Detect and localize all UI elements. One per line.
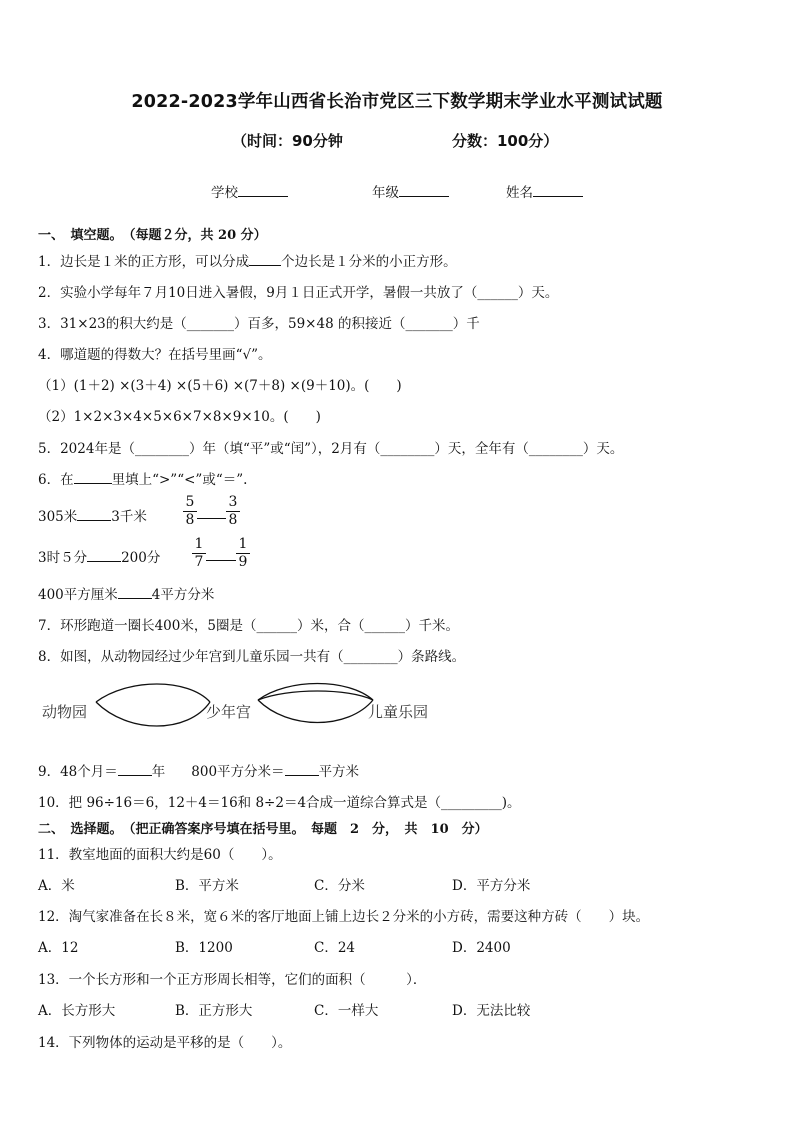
q6-text-a: 6．在 — [38, 472, 74, 488]
q1-text-b: 个边长是１分米的小正方形。 — [281, 254, 457, 270]
q13-option-b[interactable]: B．正方形大 — [175, 1003, 253, 1019]
q6-r3-left: 400平方厘米 — [38, 587, 118, 603]
q6-r3-right: 4平方分米 — [151, 587, 215, 603]
q6-row-3 — [38, 583, 214, 603]
q6-row-2 — [38, 546, 160, 566]
q6-r3-blank[interactable] — [118, 585, 152, 599]
q6-r2-blank[interactable] — [87, 548, 121, 562]
label-children-park: 儿童乐园 — [368, 703, 429, 721]
q6-r2-left: 3时５分 — [38, 550, 88, 566]
q6-r1-blank[interactable] — [77, 507, 111, 521]
question-4-part-1: （1）(1＋2) ×(3＋4) ×(5＋6) ×(7＋8) ×(9＋10)。( ) — [38, 378, 402, 394]
question-13: 13．一个长方形和一个正方形周长相等，它们的面积（ ）． — [38, 972, 427, 988]
q9-text-d: 平方米 — [318, 764, 360, 780]
q1-text-a: 1．边长是１米的正方形，可以分成 — [38, 254, 250, 270]
q6-r1-right: 3千米 — [111, 509, 147, 525]
q9-text-a: 9．48个月＝ — [38, 764, 118, 780]
question-8: 8．如图，从动物园经过少年宫到儿童乐园一共有（________）条路线。 — [38, 649, 466, 665]
question-4: 4．哪道题的得数大？在括号里画“√”。 — [38, 347, 272, 363]
question-12: 12．淘气家准备在长８米，宽６米的客厅地面上铺上边长２分米的小方砖，需要这种方砖（ ）块。 — [38, 909, 650, 925]
question-7: 7．环形跑道一圈长400米，5圈是（______）米，合（______）千米。 — [38, 618, 459, 634]
fraction-denominator: 7 — [194, 554, 204, 570]
question-3: 3．31×23的积大约是（_______）百多，59×48 的积接近（_______）千 — [38, 316, 480, 332]
route-line-upper-left — [96, 684, 210, 702]
school-blank[interactable] — [238, 183, 288, 197]
q12-option-b[interactable]: B．1200 — [175, 940, 233, 956]
q9-blank-2[interactable] — [285, 762, 319, 776]
q11-option-a[interactable]: A．米 — [38, 878, 75, 894]
question-2: 2．实验小学每年７月10日进入暑假，9月１日正式开学，暑假一共放了（______）天。 — [38, 285, 559, 301]
fraction-denominator: 9 — [238, 554, 248, 570]
q11-option-c[interactable]: C．分米 — [314, 878, 365, 894]
fraction-numerator: 1 — [192, 536, 206, 554]
q9-blank-1[interactable] — [118, 762, 152, 776]
fraction-1-7 — [192, 536, 206, 571]
route-line-lower-left — [96, 702, 210, 726]
q12-option-d[interactable]: D．2400 — [452, 940, 511, 956]
route-line-middle-right — [258, 691, 373, 700]
exam-time: （时间：90分钟 — [232, 132, 343, 150]
q6-r1-left: 305米 — [38, 509, 78, 525]
q11-option-d[interactable]: D．平方分米 — [452, 878, 531, 894]
q6-r2-right: 200分 — [121, 550, 161, 566]
fraction-numerator: 3 — [226, 494, 240, 512]
q6-text-b: 里填上“>”“<”或“＝”. — [111, 472, 248, 488]
q11-option-b[interactable]: B．平方米 — [175, 878, 239, 894]
page-title: 2022-2023学年山西省长治市党区三下数学期末学业水平测试试题 — [131, 92, 663, 112]
fraction-numerator: 5 — [183, 494, 197, 512]
question-14: 14．下列物体的运动是平移的是（ ）。 — [38, 1035, 292, 1051]
question-10: 10．把 96÷16＝6，12＋4＝16和 8÷2＝4合成一道综合算式是（_________)。 — [38, 795, 521, 811]
fraction-denominator: 8 — [228, 512, 238, 528]
question-1 — [38, 250, 457, 270]
route-line-upper-right — [258, 684, 373, 701]
q13-option-d[interactable]: D．无法比较 — [452, 1003, 531, 1019]
q13-option-c[interactable]: C．一样大 — [314, 1003, 379, 1019]
q6-row-1 — [38, 505, 147, 525]
fraction-3-8 — [226, 494, 240, 529]
fraction-1-9 — [236, 536, 250, 571]
q12-option-a[interactable]: A．12 — [38, 940, 79, 956]
q6-r1-compare-blank[interactable] — [197, 518, 226, 519]
question-11: 11．教室地面的面积大约是60（ ）。 — [38, 847, 282, 863]
q9-text-b: 年 — [151, 764, 166, 780]
fraction-denominator: 8 — [185, 512, 195, 528]
question-6 — [38, 468, 247, 488]
name-field — [506, 181, 583, 201]
q9-text-c: 800平方分米＝ — [191, 764, 285, 780]
school-label: 学校 — [211, 185, 238, 201]
label-zoo: 动物园 — [42, 703, 88, 721]
route-line-lower-right — [258, 700, 373, 723]
q12-option-c[interactable]: C．24 — [314, 940, 356, 956]
school-field — [211, 181, 288, 201]
fraction-5-8 — [183, 494, 197, 529]
grade-field — [372, 181, 449, 201]
grade-blank[interactable] — [399, 183, 449, 197]
q13-option-a[interactable]: A．长方形大 — [38, 1003, 116, 1019]
q1-blank[interactable] — [249, 252, 281, 266]
section1-title: 一、 填空题。 （每题２分，共 20 分） — [38, 228, 267, 243]
section2-title: 二、 选择题。 （把正确答案序号填在括号里。 每题 2 分， 共 10 分） — [38, 822, 488, 837]
question-5: 5．2024年是（________）年（填“平”或“闰”），2月有（________）天，全年有（________）天。 — [38, 441, 624, 457]
q6-blank[interactable] — [74, 470, 112, 484]
question-4-part-2: （2）1×2×3×4×5×6×7×8×9×10。( ) — [38, 409, 321, 425]
exam-score: 分数：100分） — [452, 132, 559, 150]
name-label: 姓名 — [506, 185, 533, 201]
question-9 — [38, 760, 359, 780]
fraction-numerator: 1 — [236, 536, 250, 554]
grade-label: 年级 — [372, 185, 399, 201]
q6-r2-compare-blank[interactable] — [206, 560, 236, 561]
label-youth-palace: 少年宫 — [206, 703, 252, 721]
name-blank[interactable] — [533, 183, 583, 197]
